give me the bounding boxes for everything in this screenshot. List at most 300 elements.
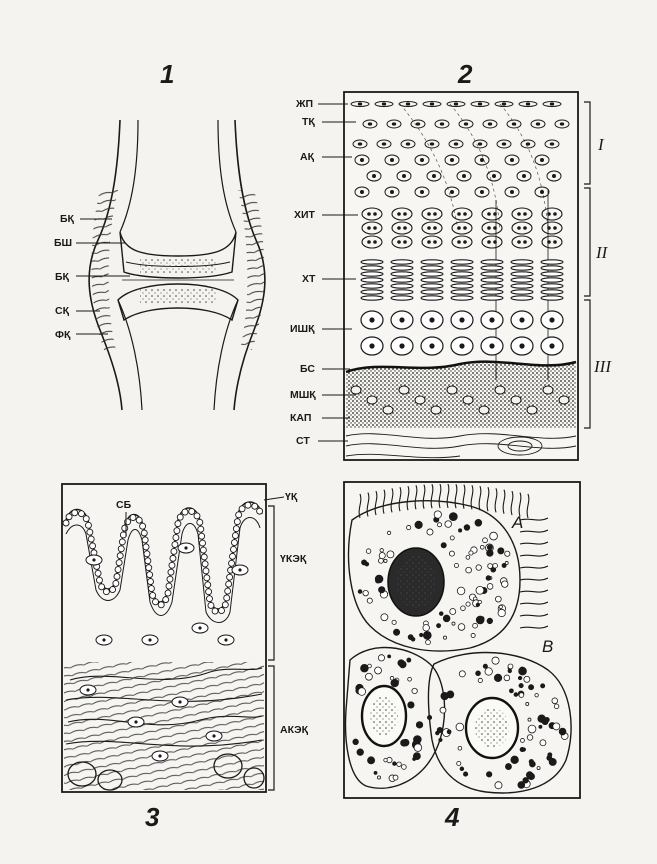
label-sq: СҚ bbox=[55, 305, 69, 317]
epithelial-cell bbox=[200, 540, 206, 546]
hypertrophic-cell bbox=[451, 337, 473, 355]
marrow-cell bbox=[495, 386, 505, 394]
granule bbox=[408, 677, 412, 681]
epithelial-cell bbox=[122, 525, 128, 531]
epithelial-cell bbox=[224, 595, 230, 601]
epithelial-cell bbox=[87, 529, 93, 535]
granule bbox=[520, 747, 524, 751]
column-cell bbox=[451, 260, 473, 264]
granule bbox=[509, 689, 513, 693]
column-cell bbox=[481, 260, 503, 264]
granule bbox=[357, 749, 364, 756]
granule bbox=[392, 620, 396, 624]
ossification-band bbox=[346, 362, 576, 428]
column-cell bbox=[451, 296, 473, 300]
cell-label-b: B bbox=[542, 637, 554, 656]
granule bbox=[486, 576, 491, 581]
column-cell bbox=[511, 260, 533, 264]
granule bbox=[487, 618, 492, 623]
epithelial-cell bbox=[200, 547, 206, 553]
granule bbox=[387, 531, 390, 534]
label-bq-top: БҚ bbox=[60, 213, 74, 225]
column-cell bbox=[361, 290, 383, 294]
granule bbox=[519, 683, 523, 687]
granule bbox=[413, 758, 416, 761]
granule bbox=[443, 615, 450, 622]
cell-nucleus bbox=[80, 685, 96, 695]
granule bbox=[457, 761, 461, 765]
column-cell bbox=[421, 290, 443, 294]
column-cell bbox=[481, 290, 503, 294]
epithelial-cell bbox=[212, 608, 218, 614]
granule bbox=[487, 545, 492, 550]
marrow-cell bbox=[431, 406, 441, 414]
granule bbox=[458, 746, 462, 750]
granule bbox=[441, 543, 446, 548]
epithelial-cell bbox=[103, 589, 109, 595]
granule bbox=[358, 590, 362, 594]
column-cell bbox=[541, 266, 563, 270]
cell-nucleus bbox=[142, 635, 158, 645]
granule bbox=[478, 678, 482, 682]
granule bbox=[434, 511, 441, 518]
label-bsh: БШ bbox=[54, 237, 73, 249]
granule bbox=[537, 766, 540, 769]
zone-label-3: III bbox=[594, 357, 611, 376]
granule bbox=[379, 587, 385, 593]
granule bbox=[459, 671, 465, 677]
granule bbox=[366, 549, 371, 554]
epithelial-cell bbox=[136, 517, 142, 523]
granule bbox=[529, 759, 533, 763]
cell-nucleus bbox=[218, 635, 234, 645]
column-cell bbox=[361, 278, 383, 282]
epithelial-cell bbox=[198, 526, 204, 532]
granule bbox=[449, 551, 454, 556]
epithelial-cell bbox=[226, 581, 232, 587]
granule bbox=[487, 550, 494, 557]
epithelial-cell bbox=[173, 535, 179, 541]
granule bbox=[450, 609, 456, 615]
epithelial-cell bbox=[227, 574, 233, 580]
granule bbox=[380, 549, 383, 552]
epithelial-cell bbox=[232, 533, 238, 539]
label-tq: ТҚ bbox=[302, 116, 315, 128]
granule bbox=[365, 673, 372, 680]
granule bbox=[411, 637, 415, 641]
granule bbox=[498, 609, 505, 616]
epithelial-cell bbox=[203, 568, 209, 574]
marrow-cell bbox=[383, 406, 393, 414]
granule bbox=[381, 614, 388, 621]
epithelial-cell bbox=[236, 512, 242, 518]
hypertrophic-cell bbox=[511, 337, 533, 355]
granule bbox=[390, 676, 394, 680]
column-cell bbox=[421, 296, 443, 300]
marrow-cell bbox=[543, 386, 553, 394]
panel-1-joint bbox=[54, 59, 265, 410]
granule bbox=[511, 756, 519, 764]
epithelial-cell bbox=[169, 562, 175, 568]
column-cell bbox=[421, 260, 443, 264]
epithelial-cell bbox=[118, 546, 124, 552]
epithelial-cell bbox=[175, 521, 181, 527]
epithelial-cell bbox=[170, 555, 176, 561]
granule bbox=[464, 525, 470, 531]
granule bbox=[552, 698, 558, 704]
epithelial-cell bbox=[225, 588, 231, 594]
epithelial-cell bbox=[147, 572, 153, 578]
epithelial-cell bbox=[158, 602, 164, 608]
cell-nucleus bbox=[152, 751, 168, 761]
epithelial-cell bbox=[99, 584, 105, 590]
epithelial-cell bbox=[205, 582, 211, 588]
epithelial-cell bbox=[114, 573, 120, 579]
epithelial-cell bbox=[148, 586, 154, 592]
column-cell bbox=[361, 260, 383, 264]
granule bbox=[466, 567, 472, 573]
column-cell bbox=[511, 272, 533, 276]
granule bbox=[483, 664, 487, 668]
granule bbox=[541, 684, 545, 688]
column-cell bbox=[391, 266, 413, 270]
granule bbox=[384, 559, 387, 562]
epithelial-cell bbox=[194, 513, 200, 519]
granule bbox=[559, 728, 566, 735]
column-cell bbox=[511, 266, 533, 270]
granule bbox=[374, 771, 377, 774]
panel-4-cells bbox=[344, 482, 580, 832]
epithelial-cell bbox=[165, 590, 171, 596]
epithelial-cell bbox=[168, 569, 174, 575]
granule bbox=[363, 590, 368, 595]
granule bbox=[398, 660, 404, 666]
granule bbox=[384, 758, 388, 762]
column-cell bbox=[511, 290, 533, 294]
zone-brackets bbox=[584, 102, 590, 428]
column-cell bbox=[391, 284, 413, 288]
column-cell bbox=[361, 296, 383, 300]
epithelial-cell bbox=[172, 542, 178, 548]
granule bbox=[463, 772, 467, 776]
epithelial-cell bbox=[63, 520, 69, 526]
marrow-cell bbox=[351, 386, 361, 394]
hypertrophic-cell bbox=[541, 337, 563, 355]
granule bbox=[423, 631, 431, 639]
epithelial-cell bbox=[177, 514, 183, 520]
granule bbox=[476, 565, 481, 570]
epithelial-cell bbox=[239, 506, 245, 512]
epithelial-cell bbox=[152, 599, 158, 605]
hypertrophic-cell bbox=[361, 337, 383, 355]
cell-nucleus bbox=[192, 623, 208, 633]
marrow-cell bbox=[367, 396, 377, 404]
zone-label-1: I bbox=[598, 135, 604, 154]
column-cell bbox=[451, 266, 473, 270]
column-cell bbox=[541, 272, 563, 276]
epithelial-cell bbox=[182, 509, 188, 515]
marrow-cell bbox=[559, 396, 569, 404]
column-cell bbox=[481, 278, 503, 282]
column-cell bbox=[541, 260, 563, 264]
granule bbox=[554, 704, 559, 709]
epithelial-cell bbox=[219, 608, 225, 614]
granule bbox=[486, 772, 491, 777]
granule bbox=[397, 762, 402, 767]
granule bbox=[388, 655, 391, 658]
granule bbox=[476, 586, 484, 594]
epithelial-cell bbox=[110, 587, 116, 593]
granule bbox=[487, 584, 493, 590]
column-cell bbox=[361, 266, 383, 270]
label-khit: ХИТ bbox=[294, 209, 315, 221]
epithelial-cell bbox=[66, 514, 72, 520]
granule bbox=[450, 536, 454, 540]
granule bbox=[375, 575, 383, 583]
granule bbox=[452, 622, 455, 625]
label-uq: ҮҚ bbox=[285, 491, 298, 503]
granule bbox=[445, 521, 452, 528]
label-kap: КАП bbox=[290, 412, 312, 424]
granule bbox=[495, 596, 501, 602]
label-zhp: ЖП bbox=[296, 98, 314, 110]
granule bbox=[502, 581, 509, 588]
granule bbox=[540, 740, 546, 746]
granule bbox=[504, 675, 510, 681]
granule bbox=[461, 606, 466, 611]
column-cell bbox=[481, 272, 503, 276]
granule bbox=[535, 694, 538, 697]
zone-label-2: II bbox=[596, 243, 608, 262]
granule bbox=[377, 776, 380, 779]
epithelial-cell bbox=[202, 561, 208, 567]
label-ukeq: ҮКЭҚ bbox=[280, 553, 307, 565]
epithelial-cell bbox=[85, 522, 91, 528]
granule bbox=[393, 775, 398, 780]
column-cell bbox=[541, 284, 563, 288]
column-cell bbox=[451, 278, 473, 282]
epithelial-cell bbox=[197, 519, 203, 525]
label-ishq: ИШҚ bbox=[290, 323, 315, 335]
granule bbox=[466, 602, 470, 606]
granule bbox=[508, 669, 512, 673]
granule bbox=[407, 525, 411, 529]
epithelial-cell bbox=[229, 560, 235, 566]
granule bbox=[492, 657, 499, 664]
epithelial-cell bbox=[208, 602, 214, 608]
granule bbox=[499, 605, 502, 608]
granule bbox=[440, 707, 446, 713]
marrow-cell bbox=[479, 406, 489, 414]
granule bbox=[443, 636, 446, 639]
hypertrophic-cell bbox=[391, 337, 413, 355]
granule bbox=[514, 693, 518, 697]
granule bbox=[362, 560, 367, 565]
column-cell bbox=[391, 272, 413, 276]
cell-nucleus bbox=[86, 555, 102, 565]
epithelial-cell bbox=[117, 553, 123, 559]
column-cell bbox=[451, 290, 473, 294]
granule bbox=[449, 513, 457, 521]
epithelial-cell bbox=[115, 567, 121, 573]
granule bbox=[519, 693, 524, 698]
cell-nucleus bbox=[172, 697, 188, 707]
cell-nucleus bbox=[178, 543, 194, 553]
granule bbox=[426, 640, 431, 645]
marrow-cell bbox=[447, 386, 457, 394]
panel-2-growth-plate bbox=[290, 59, 612, 460]
granule bbox=[524, 676, 530, 682]
granule bbox=[408, 702, 414, 708]
epithelial-cell bbox=[230, 546, 236, 552]
granule bbox=[416, 722, 422, 728]
granule bbox=[518, 781, 525, 788]
epithelial-cell bbox=[141, 530, 147, 536]
epithelial-cell bbox=[201, 554, 207, 560]
granule bbox=[549, 758, 556, 765]
granule bbox=[473, 623, 478, 628]
epithelial-cell bbox=[206, 596, 212, 602]
granule bbox=[427, 529, 433, 535]
hypertrophic-cell bbox=[361, 311, 383, 329]
column-cell bbox=[541, 278, 563, 282]
granule bbox=[412, 688, 417, 693]
label-mshq: МШҚ bbox=[290, 389, 316, 401]
granule bbox=[476, 671, 481, 676]
epithelial-cell bbox=[230, 553, 236, 559]
cell-nucleus bbox=[96, 635, 112, 645]
granule bbox=[471, 633, 475, 637]
granule bbox=[520, 738, 524, 742]
epithelial-cell bbox=[222, 602, 228, 608]
epithelial-cell bbox=[96, 577, 102, 583]
epithelial-cell bbox=[143, 544, 149, 550]
label-kht: ХТ bbox=[302, 273, 316, 285]
column-cell bbox=[481, 266, 503, 270]
granule bbox=[379, 553, 385, 559]
column-cell bbox=[511, 284, 533, 288]
hypertrophic-cell bbox=[541, 311, 563, 329]
granule bbox=[545, 717, 550, 722]
marrow-cell bbox=[399, 386, 409, 394]
granule bbox=[526, 702, 529, 705]
epithelial-cell bbox=[245, 502, 251, 508]
granule bbox=[437, 523, 441, 527]
column-cell bbox=[421, 272, 443, 276]
epithelial-cell bbox=[163, 597, 169, 603]
epithelial-cell bbox=[166, 583, 172, 589]
hypertrophic-cell bbox=[481, 311, 503, 329]
granule bbox=[494, 674, 501, 681]
granule bbox=[423, 625, 430, 632]
granule bbox=[447, 730, 451, 734]
epithelial-cell bbox=[140, 523, 146, 529]
granule bbox=[378, 655, 384, 661]
column-cell bbox=[421, 278, 443, 282]
granule bbox=[437, 727, 442, 732]
column-cell bbox=[421, 284, 443, 288]
epithelial-cell bbox=[78, 511, 84, 517]
granule bbox=[458, 529, 461, 532]
granule bbox=[490, 532, 498, 540]
epithelial-cell bbox=[257, 508, 263, 514]
granule bbox=[353, 739, 359, 745]
column-cell bbox=[451, 284, 473, 288]
column-cell bbox=[451, 272, 473, 276]
granule bbox=[505, 551, 510, 556]
hypertrophic-cell bbox=[511, 311, 533, 329]
panel-number-4: 4 bbox=[445, 802, 460, 832]
epithelial-cell bbox=[144, 551, 150, 557]
column-cell bbox=[541, 296, 563, 300]
epithelial-cell bbox=[171, 548, 177, 554]
granule bbox=[393, 629, 399, 635]
column-cell bbox=[391, 260, 413, 264]
column-cell bbox=[511, 296, 533, 300]
granule bbox=[375, 667, 382, 674]
granule bbox=[508, 664, 513, 669]
label-akeq: АКЭҚ bbox=[280, 724, 308, 736]
epithelial-cell bbox=[199, 533, 205, 539]
granule bbox=[401, 740, 408, 747]
granule bbox=[466, 556, 470, 560]
epithelial-cell bbox=[113, 580, 119, 586]
granule bbox=[361, 664, 369, 672]
granule bbox=[457, 587, 465, 595]
granule bbox=[402, 765, 407, 770]
granule bbox=[527, 735, 533, 741]
granule bbox=[519, 667, 527, 675]
epithelial-cell bbox=[88, 536, 94, 542]
column-cell bbox=[421, 266, 443, 270]
granule bbox=[427, 715, 431, 719]
granule bbox=[483, 538, 488, 543]
column-cell bbox=[541, 290, 563, 294]
granule bbox=[460, 767, 464, 771]
label-sb: СБ bbox=[116, 499, 132, 511]
label-fq: ФҚ bbox=[55, 329, 71, 341]
column-cell bbox=[511, 278, 533, 282]
granule bbox=[476, 616, 484, 624]
cell-nucleus bbox=[232, 565, 248, 575]
granule bbox=[505, 764, 511, 770]
epithelial-cell bbox=[189, 508, 195, 514]
granule bbox=[469, 551, 473, 555]
granule bbox=[458, 624, 465, 631]
column-cell bbox=[391, 290, 413, 294]
marrow-cell bbox=[527, 406, 537, 414]
granule bbox=[518, 676, 522, 680]
granule bbox=[502, 563, 506, 567]
epithelial-cell bbox=[119, 539, 125, 545]
epithelial-cell bbox=[120, 532, 126, 538]
epithelial-cell bbox=[142, 537, 148, 543]
column-cell bbox=[391, 296, 413, 300]
granule bbox=[528, 773, 535, 780]
granule bbox=[548, 753, 552, 757]
granule bbox=[539, 725, 542, 728]
granule bbox=[498, 548, 504, 554]
column-cell bbox=[391, 278, 413, 282]
granule bbox=[493, 563, 498, 568]
granule bbox=[447, 691, 454, 698]
epithelial-cell bbox=[95, 570, 101, 576]
granule bbox=[553, 723, 560, 730]
epithelial-cell bbox=[206, 589, 212, 595]
label-bs: БС bbox=[300, 363, 315, 375]
epithelial-cell bbox=[231, 540, 237, 546]
label-aq: АҚ bbox=[300, 151, 314, 163]
